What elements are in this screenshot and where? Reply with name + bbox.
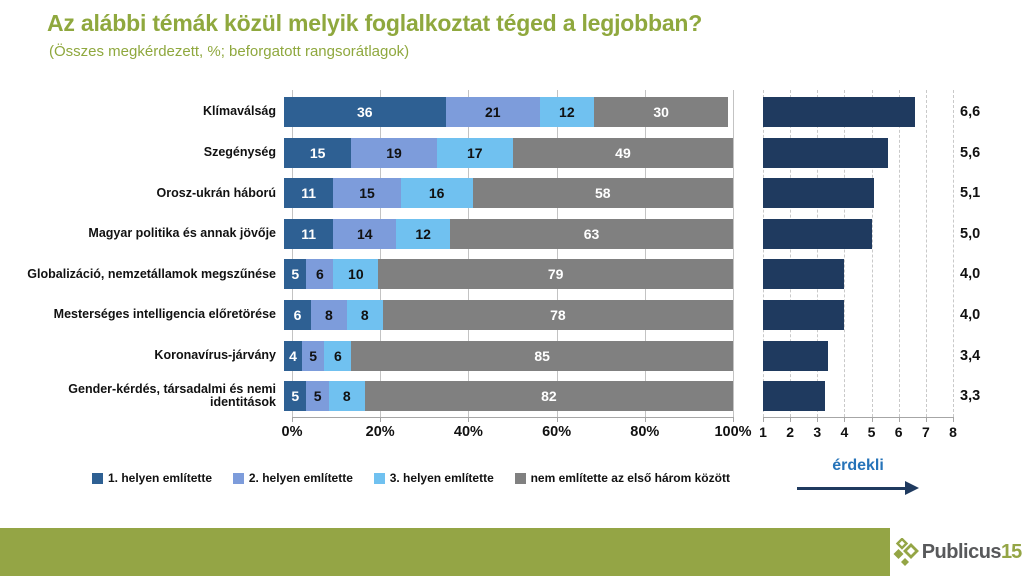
axis-tick <box>763 417 764 422</box>
bar-value-label: 4,0 <box>960 266 981 283</box>
axis-tick <box>733 417 734 422</box>
bar-segment: 30 <box>594 97 729 127</box>
axis-tick <box>926 417 927 422</box>
legend-swatch <box>92 473 103 484</box>
bar-segment: 17 <box>437 138 513 168</box>
average-bar <box>763 138 888 168</box>
table-row <box>763 259 1024 289</box>
bar-track <box>284 219 733 249</box>
category-label: Gender-kérdés, társadalmi és nemi identitások <box>68 382 276 410</box>
axis-tick-label: 40% <box>453 424 483 440</box>
bar-segment: 5 <box>302 341 324 371</box>
legend-item <box>374 471 494 485</box>
axis-tick <box>844 417 845 422</box>
bar-segment: 12 <box>540 97 594 127</box>
bar-track <box>284 259 733 289</box>
axis-tick <box>645 417 646 422</box>
bar-value-label: 3,3 <box>960 388 981 405</box>
bar-segment: 63 <box>450 219 733 249</box>
bar-track <box>763 97 953 127</box>
table-row <box>2 300 733 330</box>
bar-segment: 6 <box>306 259 333 289</box>
table-row <box>763 178 1024 208</box>
bar-track <box>284 381 733 411</box>
bar-segment: 10 <box>333 259 378 289</box>
table-row <box>2 138 733 168</box>
bar-segment: 8 <box>347 300 383 330</box>
axis-tick-label: 7 <box>921 424 930 440</box>
right-arrow-icon <box>797 487 907 490</box>
bar-value-label: 6,6 <box>960 104 981 120</box>
average-bar <box>763 97 915 127</box>
bar-track <box>763 300 953 330</box>
category-label: Globalizáció, nemzetállamok megszűnése <box>27 266 276 281</box>
bar-segment: 12 <box>396 219 450 249</box>
average-bar <box>763 178 874 208</box>
stacked-bar-chart <box>2 90 733 417</box>
axis-tick-label: 4 <box>840 424 849 440</box>
axis-tick <box>872 417 873 422</box>
average-bar <box>763 341 828 371</box>
bar-segment: 11 <box>284 219 333 249</box>
axis-tick-label: 3 <box>813 424 822 440</box>
legend-item <box>515 471 730 485</box>
footer-band <box>0 528 890 576</box>
category-label: Orosz-ukrán háború <box>156 185 276 200</box>
bar-segment: 15 <box>333 178 400 208</box>
bar-track <box>284 97 733 127</box>
bar-segment: 5 <box>306 381 328 411</box>
bar-segment: 5 <box>284 259 306 289</box>
average-bar <box>763 259 844 289</box>
bar-value-label: 5,1 <box>960 185 981 202</box>
bar-segment: 19 <box>351 138 436 168</box>
average-bar <box>763 219 872 249</box>
table-row <box>763 341 1024 371</box>
axis-tick-label: 2 <box>786 424 795 440</box>
page-subtitle: (Összes megkérdezett, %; beforgatott rangsorátlagok) <box>49 43 410 60</box>
bar-track <box>763 381 953 411</box>
bar-segment: 78 <box>383 300 733 330</box>
table-row <box>2 259 733 289</box>
bar-track <box>763 259 953 289</box>
table-row <box>2 341 733 371</box>
bar-value-label: 3,4 <box>960 347 981 364</box>
legend-item <box>92 471 212 485</box>
axis-tick-label: 80% <box>630 424 660 440</box>
table-row <box>2 178 733 208</box>
table-row <box>2 97 733 127</box>
bar-segment: 14 <box>333 219 396 249</box>
table-row <box>763 97 1024 127</box>
bar-track <box>284 178 733 208</box>
bar-track <box>763 138 953 168</box>
table-row <box>2 219 733 249</box>
axis-tick-label: 60% <box>542 424 572 440</box>
axis-tick-label: 0% <box>281 424 303 440</box>
gridline <box>733 90 734 417</box>
axis-tick <box>817 417 818 422</box>
bar-value-label: 5,6 <box>960 144 981 161</box>
bar-track <box>763 178 953 208</box>
table-row <box>763 138 1024 168</box>
bar-segment: 5 <box>284 381 306 411</box>
table-row <box>763 381 1024 411</box>
bar-segment: 8 <box>329 381 365 411</box>
table-row <box>763 300 1024 330</box>
bar-track <box>284 341 733 371</box>
category-label: Magyar politika és annak jövője <box>88 226 276 241</box>
page-title: Az alábbi témák közül melyik foglalkoztat téged a legjobban? <box>47 10 703 36</box>
axis-tick-label: 8 <box>949 424 957 440</box>
bar-segment: 21 <box>446 97 540 127</box>
bar-track <box>284 300 733 330</box>
bar-track <box>763 219 953 249</box>
axis-tick <box>557 417 558 422</box>
bar-segment: 15 <box>284 138 351 168</box>
category-label: Szegénység <box>203 145 276 160</box>
bar-segment: 11 <box>284 178 333 208</box>
bar-segment: 16 <box>401 178 473 208</box>
table-row <box>2 381 733 411</box>
brand-name: Publicus <box>921 540 1002 563</box>
axis-tick-label: 20% <box>365 424 395 440</box>
right-arrow-head-icon <box>905 481 919 495</box>
axis-tick <box>899 417 900 422</box>
bar-segment: 58 <box>473 178 733 208</box>
category-label: Koronavírus-járvány <box>154 348 276 362</box>
bar-segment: 6 <box>324 341 351 371</box>
average-bar <box>763 381 825 411</box>
category-label: Mesterséges intelligencia előretörése <box>53 307 276 322</box>
axis-tick-label: 100% <box>714 424 752 440</box>
x-axis-line <box>292 417 733 418</box>
secondary-x-axis-line <box>763 417 953 418</box>
bar-segment: 79 <box>378 259 733 289</box>
publicus-logo <box>890 528 1024 576</box>
brand-number: 15 <box>1001 540 1022 563</box>
diamond-cluster-icon <box>893 538 919 566</box>
axis-tick-label: 6 <box>894 424 903 440</box>
axis-tick <box>790 417 791 422</box>
bar-segment: 8 <box>311 300 347 330</box>
legend-label: 1. helyen említette <box>108 471 213 485</box>
bar-segment: 82 <box>365 381 733 411</box>
bar-value-label: 4,0 <box>960 306 981 323</box>
interest-annotation-label: érdekli <box>832 457 884 474</box>
legend-swatch <box>233 473 244 484</box>
legend-label: 2. helyen említette <box>248 471 353 485</box>
legend-label: nem említette az első három között <box>530 471 730 485</box>
category-label: Klímaválság <box>203 104 276 119</box>
axis-tick-label: 1 <box>759 424 767 440</box>
bar-segment: 85 <box>351 341 733 371</box>
bar-segment: 4 <box>284 341 302 371</box>
bar-value-label: 5,0 <box>960 225 981 242</box>
table-row <box>763 219 1024 249</box>
axis-tick <box>468 417 469 422</box>
bar-track <box>763 341 953 371</box>
legend-swatch <box>374 473 385 484</box>
axis-tick-label: 5 <box>867 424 876 440</box>
bar-segment: 36 <box>284 97 446 127</box>
axis-tick <box>292 417 293 422</box>
average-bar-chart <box>763 90 1024 417</box>
average-bar <box>763 300 844 330</box>
legend-swatch <box>515 473 526 484</box>
bar-segment: 49 <box>513 138 733 168</box>
bar-segment: 6 <box>284 300 311 330</box>
axis-tick <box>953 417 954 422</box>
legend <box>92 471 730 485</box>
bar-track <box>284 138 733 168</box>
axis-tick <box>380 417 381 422</box>
legend-item <box>233 471 353 485</box>
legend-label: 3. helyen említette <box>389 471 494 485</box>
